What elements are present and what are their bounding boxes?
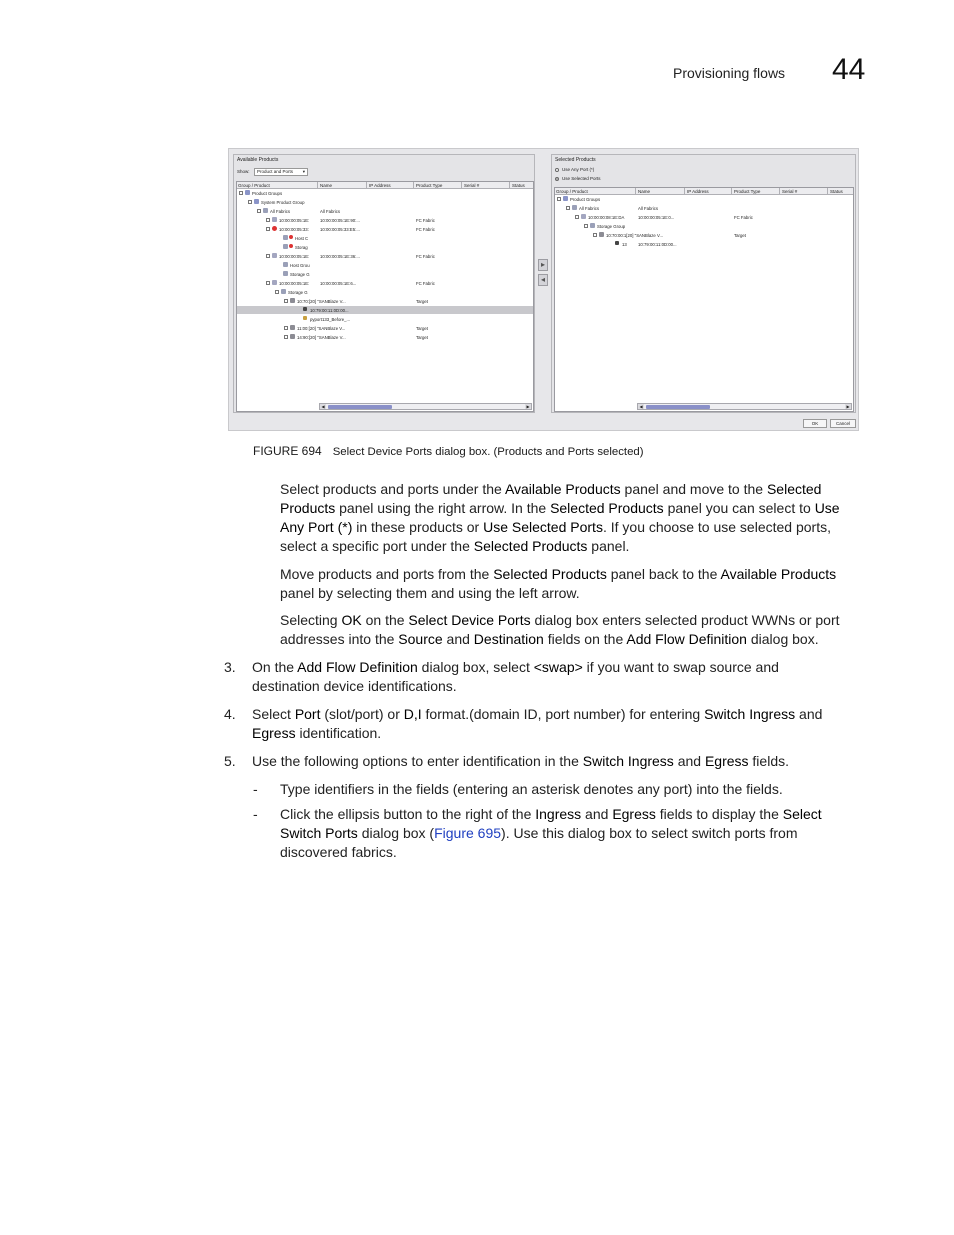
paragraph: Move products and ports from the Selected Products panel back to the Available Products panel by selecting them and using the left arrow.	[280, 566, 837, 601]
tree-row[interactable]	[555, 240, 853, 248]
move-right-button[interactable]	[538, 259, 548, 271]
list-number: 4.	[224, 706, 236, 722]
tree-row-label: Storage G	[290, 271, 310, 277]
device-icon	[290, 325, 295, 330]
port-icon	[303, 316, 307, 320]
tree-row-label: Host Grou	[290, 262, 310, 268]
tree-row-type: Target	[416, 298, 428, 304]
tree-row[interactable]	[555, 204, 853, 212]
tree-row-type: FC Fabric	[416, 253, 435, 259]
column-header[interactable]: Serial #	[782, 189, 798, 194]
bullet-item: Click the ellipsis button to the right of the Ingress and Egress fields to display the Select Switch Ports dialog box (Figure 695). Use this dialog box to select switch ports from discovered fabrics.	[280, 806, 822, 860]
show-label: Show:	[237, 169, 250, 174]
tree-row-type: FC Fabric	[416, 226, 435, 232]
list-item: On the Add Flow Definition dialog box, select <swap> if you want to swap source and destination device identifications.	[252, 659, 779, 694]
fabric-icon	[572, 205, 577, 210]
tree-row-label: 14:90:[20] "SANBlaze V...	[297, 334, 346, 340]
tree-row[interactable]	[237, 207, 533, 215]
use-any-port-label: Use Any Port (*)	[562, 167, 595, 172]
tree-row[interactable]	[237, 288, 533, 296]
tree-row[interactable]	[237, 225, 533, 233]
fabric-icon	[272, 253, 277, 258]
error-icon	[272, 226, 277, 231]
scroll-left-icon[interactable]: ◀	[321, 404, 325, 409]
scroll-left-icon[interactable]: ◀	[639, 404, 643, 409]
scrollbar-thumb[interactable]	[646, 405, 710, 409]
tree-row-label: Product Groups	[570, 196, 601, 202]
tree-row-label: 10:70:00:1[20] "SANBlaze V...	[606, 232, 664, 238]
storage-icon	[283, 271, 288, 276]
tree-row-name: 10:00:00:05:1E:0...	[638, 214, 675, 220]
tree-row-label: Host C	[295, 235, 309, 241]
use-selected-ports-radio[interactable]	[555, 176, 601, 181]
tree-row-label: 10:70:[20] "SANBlaze V...	[297, 298, 346, 304]
tree-row-type: Target	[416, 334, 428, 340]
section-title: Provisioning flows	[673, 65, 786, 81]
tree-row-name: 10:00:00:05:1E:6...	[320, 280, 357, 286]
tree-row-type: Target	[734, 232, 746, 238]
tree-row-label: 10:00:00:05:1E:	[279, 217, 310, 223]
tree-row-label: pyport133_Before_...	[310, 316, 351, 322]
tree-row-label: 11:00:[20] "SANBlaze V...	[297, 325, 346, 331]
tree-row-name: 10:00:00:05:1E:90:...	[320, 217, 360, 223]
group-icon	[254, 199, 259, 204]
figure-number: FIGURE 694	[253, 444, 322, 458]
tree-row-type: FC Fabric	[416, 217, 435, 223]
fabric-icon	[263, 208, 268, 213]
table-header	[555, 188, 853, 195]
selected-products-table	[554, 187, 854, 412]
column-header[interactable]: Group / Product	[556, 189, 588, 194]
folder-icon	[245, 190, 250, 195]
list-number: 3.	[224, 659, 236, 675]
tree-row-label: 10:79:00:11:0D:00...	[310, 307, 349, 313]
tree-row-label: Storag	[295, 244, 308, 250]
tree-row-label: 10:00:00:08:1E:DA	[588, 214, 625, 220]
bullet-dash: -	[253, 806, 258, 822]
show-select[interactable]	[254, 168, 308, 176]
folder-icon	[563, 196, 568, 201]
selected-products-title: Selected Products	[555, 157, 596, 163]
tree-row-type: FC Fabric	[416, 280, 435, 286]
show-select-value: Product and Ports	[257, 169, 294, 174]
tree-row-type: FC Fabric	[734, 214, 753, 220]
tree-row[interactable]	[237, 315, 533, 323]
column-header[interactable]: IP Address	[687, 189, 709, 194]
cancel-button[interactable]: Cancel	[830, 419, 856, 428]
device-icon	[290, 298, 295, 303]
move-left-button[interactable]	[538, 274, 548, 286]
fabric-icon	[272, 217, 277, 222]
storage-icon	[281, 289, 286, 294]
tree-row-selected[interactable]	[237, 306, 533, 314]
tree-row[interactable]	[555, 195, 853, 203]
device-icon	[599, 232, 604, 237]
host-icon	[283, 262, 288, 267]
list-number: 5.	[224, 753, 236, 769]
scroll-right-icon[interactable]: ▶	[526, 404, 530, 409]
tree-row[interactable]	[237, 324, 533, 332]
column-header[interactable]: Name	[320, 183, 333, 188]
tree-row[interactable]	[237, 234, 533, 242]
paragraph: Select products and ports under the Available Products panel and move to the Selected Products panel using the right arrow. In the Selected Products panel you can select to Use Any Port (*) in these products or Use Selected Ports. If you choose to use selected ports, select a specific port under the Selected Products panel.	[280, 481, 840, 554]
table-header	[237, 182, 533, 189]
column-header[interactable]: Status	[830, 189, 843, 194]
chapter-number: 44	[832, 53, 866, 86]
tree-row[interactable]	[237, 261, 533, 269]
list-item: Select Port (slot/port) or D,I format.(domain ID, port number) for entering Switch Ingress and Egress identification.	[252, 706, 823, 741]
tree-row[interactable]	[237, 279, 533, 287]
tree-row-name: All Fabrics	[638, 205, 659, 211]
tree-row[interactable]	[237, 252, 533, 260]
scrollbar-thumb[interactable]	[328, 405, 392, 409]
available-products-title: Available Products	[237, 157, 279, 163]
horizontal-scrollbar[interactable]	[319, 403, 532, 410]
horizontal-scrollbar[interactable]	[637, 403, 852, 410]
use-selected-ports-label: Use Selected Ports	[562, 176, 601, 181]
tree-row-name: 10:79:00:11:0D:00...	[638, 241, 677, 247]
column-header[interactable]: IP Address	[369, 183, 391, 188]
column-header[interactable]: Serial #	[464, 183, 480, 188]
column-header[interactable]: Name	[638, 189, 651, 194]
tree-row-type: Target	[416, 325, 428, 331]
fabric-icon	[272, 280, 277, 285]
arrow-left-icon: ◂	[540, 275, 545, 284]
bullet-item: Type identifiers in the fields (entering an asterisk denotes any port) into the fields.	[280, 781, 783, 797]
tree-row[interactable]	[555, 231, 853, 239]
tree-row[interactable]	[555, 222, 853, 230]
column-header[interactable]: Status	[512, 183, 525, 188]
tree-row-label: System Product Group	[261, 199, 305, 205]
tree-row[interactable]	[237, 270, 533, 278]
figure-title: Select Device Ports dialog box. (Products and Ports selected)	[332, 446, 644, 458]
tree-row-label: 10:00:00:05:33:	[279, 226, 309, 232]
selected-products-panel	[551, 154, 856, 413]
tree-row-name: 10:00:00:05:33:E5:...	[320, 226, 360, 232]
host-icon	[283, 235, 288, 240]
chevron-down-icon: ▾	[302, 169, 305, 174]
tree-row-label: All Fabrics	[579, 205, 600, 211]
port-icon	[303, 307, 307, 311]
tree-row[interactable]	[237, 189, 533, 197]
storage-icon	[590, 223, 595, 228]
storage-icon	[283, 244, 288, 249]
ok-button[interactable]: OK	[803, 419, 827, 428]
tree-row[interactable]	[237, 243, 533, 251]
tree-row-label: 10:00:00:05:1E:	[279, 253, 310, 259]
arrow-right-icon: ▸	[540, 260, 545, 269]
tree-row[interactable]	[555, 213, 853, 221]
list-item: Use the following options to enter identification in the Switch Ingress and Egress fields.	[252, 753, 789, 769]
column-header[interactable]: Group / Product	[238, 183, 270, 188]
tree-row-name: All Fabrics	[320, 208, 341, 214]
figure-caption	[253, 444, 644, 458]
tree-row-name: 10:00:00:05:1E:36:...	[320, 253, 360, 259]
column-header[interactable]: Product Type	[416, 183, 443, 188]
tree-row[interactable]	[237, 198, 533, 206]
available-products-panel	[233, 154, 535, 413]
tree-row-label: Storage Group	[597, 223, 626, 229]
tree-row-label: 10:00:00:05:1E:	[279, 280, 310, 286]
device-icon	[290, 334, 295, 339]
tree-row-label: All Fabrics	[270, 208, 291, 214]
tree-row-label: 13	[622, 241, 627, 247]
tree-row-label: Storage G	[288, 289, 308, 295]
port-icon	[615, 241, 619, 245]
fabric-icon	[581, 214, 586, 219]
tree-row[interactable]	[237, 297, 533, 305]
figure-695-link[interactable]: Figure 695	[434, 825, 502, 841]
column-header[interactable]: Product Type	[734, 189, 761, 194]
available-products-table	[236, 181, 534, 412]
scroll-right-icon[interactable]: ▶	[846, 404, 850, 409]
select-device-ports-dialog	[228, 148, 859, 431]
tree-row[interactable]	[237, 216, 533, 224]
error-icon	[289, 235, 293, 239]
tree-row[interactable]	[237, 333, 533, 341]
paragraph: Selecting OK on the Select Device Ports dialog box enters selected product WWNs or port addresses into the Source and Destination fields on the Add Flow Definition dialog box.	[280, 612, 840, 647]
tree-row-label: Product Groups	[252, 190, 283, 196]
use-any-port-radio[interactable]	[555, 167, 594, 172]
bullet-dash: -	[253, 781, 258, 797]
error-icon	[289, 244, 293, 248]
